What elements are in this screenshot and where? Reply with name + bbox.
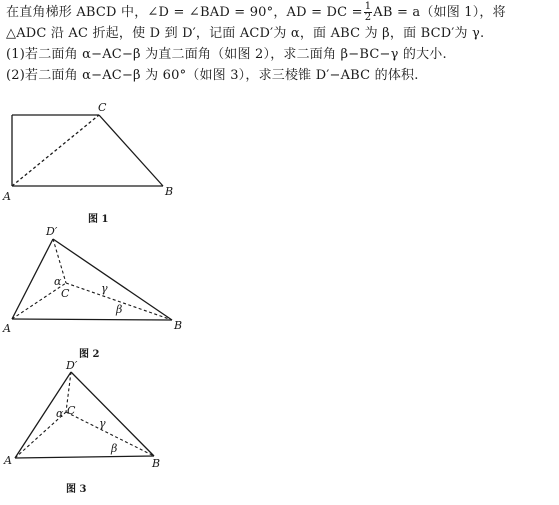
fig2-label-alpha: α <box>54 275 62 288</box>
fig3-label-d: D′ <box>66 359 78 372</box>
fig1-label-a: A <box>3 190 11 203</box>
problem-line-4: (2)若二面角 α−AC−β 为 60°（如图 3），求三棱锥 D′−ABC 的体积. <box>6 68 419 83</box>
fig1-caption: 图 1 <box>88 214 109 225</box>
fig1-diagonal-ac <box>12 115 99 186</box>
fig1-label-c: C <box>98 101 107 114</box>
fig3-label-b: B <box>152 457 161 470</box>
fig2-label-beta: β <box>116 303 123 316</box>
problem-line-1-start: 在直角梯形 ABCD 中，∠D = ∠BAD = 90°，AD = DC = <box>6 5 363 20</box>
problem-line-3: (1)若二面角 α−AC−β 为直二面角（如图 2），求二面角 β−BC−γ 的大小. <box>6 47 447 62</box>
fig2-label-a: A <box>3 322 11 335</box>
figure-2 <box>12 239 172 320</box>
fraction-numerator: 1 <box>364 1 372 12</box>
fig3-caption: 图 3 <box>66 484 87 495</box>
fig3-label-c: C <box>67 404 76 417</box>
fig2-label-gamma: γ <box>101 282 108 295</box>
fig1-label-b: B <box>165 185 174 198</box>
fig3-label-gamma: γ <box>99 417 106 430</box>
fig2-edge-da <box>12 239 53 319</box>
fig3-label-alpha: α <box>56 407 64 420</box>
figure-1 <box>12 115 163 186</box>
problem-line-1-end: AB = a（如图 1），将 <box>373 5 506 20</box>
fig2-label-b: B <box>174 319 183 332</box>
fraction-denominator: 2 <box>364 12 372 23</box>
fig2-edge-db <box>53 239 172 320</box>
problem-line-2: △ADC 沿 AC 折起，使 D 到 D′，记面 ACD′为 α，面 ABC 为 β，面 BCD′为 γ. <box>6 26 485 41</box>
fig2-edge-ab <box>12 319 172 320</box>
fig3-label-a: A <box>4 454 12 467</box>
fig3-edge-cb <box>66 412 154 456</box>
fig2-label-c: C <box>61 287 70 300</box>
fig2-caption: 图 2 <box>79 349 100 360</box>
fig2-edge-ac <box>12 283 66 319</box>
fig3-label-beta: β <box>111 442 118 455</box>
fig3-edge-ab <box>15 456 154 458</box>
figure-3 <box>15 372 154 458</box>
fig2-label-d: D′ <box>46 225 58 238</box>
fig1-edge-cb <box>99 115 163 186</box>
